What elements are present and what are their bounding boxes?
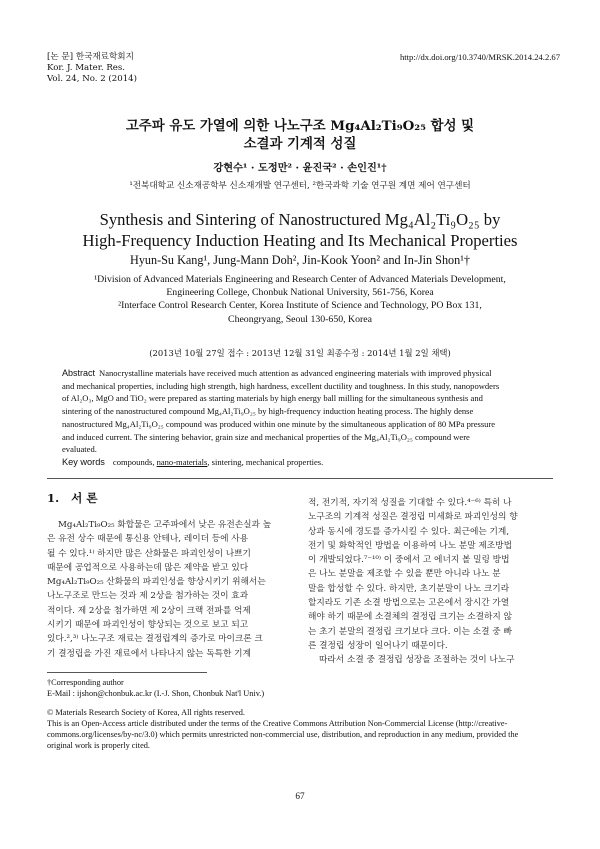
author-email[interactable]: E-Mail : ijshon@chonbuk.ac.kr (I.-J. Shon, Chonbuk Nat'l Univ.): [47, 689, 265, 698]
body-column-right: [308, 496, 553, 668]
body-line: 이 개발되었다.⁷⁻¹⁰⁾ 이 중에서 고 에너지 볼 밀링 방법: [308, 555, 510, 566]
journal-name-en: Kor. J. Mater. Res.: [47, 63, 126, 73]
journal-volume: Vol. 24, No. 2 (2014): [47, 74, 137, 84]
journal-name-kr: [논 문] 한국재료학회지: [47, 52, 134, 62]
footnotes: [47, 677, 553, 751]
keyword-text: compounds,: [112, 457, 157, 467]
body-line: 나노구조로 만드는 것과 제 2상을 첨가하는 것이 효과: [47, 591, 249, 602]
abstract-line: sintering of the nanostructured compound Mg₄Al₂Ti₉O₂₅ by high-frequency induction heating process. The highly dense: [62, 406, 474, 417]
body-line: 적이다. 제 2상을 첨가하면 제 2상이 크랙 전파를 억제: [47, 605, 251, 616]
keyword-underlined: nano-materials: [156, 457, 208, 467]
body-line: 있다.²,³⁾ 나노구조 재료는 결정립계의 증가로 마이크론 크: [47, 634, 263, 645]
journal-citation: [47, 52, 137, 85]
footnote-divider: [47, 672, 207, 673]
section-number: 1.: [47, 491, 60, 505]
license-line: This is an Open-Access article distributed under the terms of the Creative Commons Attribution Non-Commercial License (http://creative-: [47, 719, 508, 728]
body-line: 는 초기 분말의 결정립 크기보다 크다. 이는 소결 중 빠: [308, 626, 512, 637]
korean-title-line: 소결과 기계적 성질: [243, 136, 357, 152]
license-line: commons.org/licenses/by-nc/3.0) which permits unrestricted non-commercial use, distribution, and reproduction in any medium, provided the: [47, 730, 519, 739]
abstract-line: Nanocrystalline materials have received much attention as advanced engineering materials with improved physical: [99, 368, 492, 378]
license-line: original work is properly cited.: [47, 741, 150, 750]
korean-title: [40, 117, 560, 153]
section-heading: [47, 490, 98, 506]
body-line: 적, 전기적, 자기적 성질을 기대할 수 있다.⁴⁻⁶⁾ 특히 나: [308, 498, 512, 508]
page-number: 67: [295, 791, 305, 801]
section-title: 서 론: [71, 491, 98, 505]
abstract-line: of Al₂O₃, MgO and TiO₂ were prepared as starting materials by high energy ball milling for the simultaneous synthesis and: [62, 393, 483, 404]
korean-affiliation: ¹전북대학교 신소재공학부 신소재개발 연구센터, ²한국과학 기술 연구원 계면 제어 연구센터: [129, 181, 471, 191]
body-line: 될 수 있다.¹⁾ 하지만 많은 산화물은 파괴인성이 나쁘기: [47, 548, 251, 559]
footnote-spacer: [47, 699, 553, 707]
body-line: 말을 합성할 수 있다. 하지만, 초기분말이 나노 크기라: [308, 583, 510, 594]
corresponding-author: †Corresponding author: [47, 678, 124, 687]
abstract-line: nanostructured Mg₄Al₂Ti₉O₂₅ compound was produced within one minute by the simultaneous application of 80 MPa pressure: [62, 418, 496, 429]
affiliation-line: ¹Division of Advanced Materials Engineering and Research Center of Advanced Materials Development,: [94, 274, 506, 285]
doi-link[interactable]: http://dx.doi.org/10.3740/MRSK.2014.24.2.67: [399, 52, 560, 62]
affiliation-line: Cheongryang, Seoul 130-650, Korea: [228, 313, 372, 325]
keyword-text: , sintering, mechanical properties.: [207, 457, 324, 467]
english-title: [30, 209, 570, 251]
divider: [47, 478, 553, 479]
korean-authors: 강현수¹ · 도정만² · 윤진국² · 손인진¹†: [213, 162, 387, 174]
body-line: 할지라도 기존 소결 방법으로는 고온에서 장시간 가열: [308, 598, 510, 609]
body-line: 은 유전 상수 때문에 통신용 안테나, 레이더 등에 사용: [47, 534, 249, 545]
body-line: Mg₄Al₂Ti₉O₂₅ 화합물은 고주파에서 낮은 유전손실과 높: [58, 520, 272, 530]
keywords-label: Key words: [62, 457, 105, 467]
abstract-line: evaluated.: [62, 444, 97, 455]
abstract-label: Abstract: [62, 368, 96, 378]
body-line: 른 결정립 성장이 일어나기 때문이다.: [308, 640, 448, 651]
abstract: [62, 367, 538, 456]
abstract-line: and mechanical properties, including high strength, high hardness, excellent ductility and toughness. In this study, nanopowders: [62, 380, 500, 391]
body-column-left: [47, 518, 292, 661]
body-line: 은 나노 분말을 제조할 수 있을 뿐만 아니라 나노 분: [308, 569, 501, 580]
body-line: 따라서 소결 중 결정립 성장을 조절하는 것이 나노구: [319, 655, 515, 666]
abstract-line: and induced current. The sintering behavior, grain size and mechanical properties of the Mg₄Al₂Ti₉O₂₅ compound were: [62, 431, 470, 442]
english-title-line: High-Frequency Induction Heating and Its Mechanical Properties: [82, 231, 518, 250]
body-line: 해야 하기 때문에 소결체의 결정립 크기는 소결하지 않: [308, 612, 512, 623]
affiliation-line: Engineering College, Chonbuk National University, 561-756, Korea: [166, 287, 434, 299]
body-line: Mg₄Al₂Ti₉O₂₅ 산화물의 파괴인성을 향상시키기 위해서는: [47, 577, 266, 588]
submission-dates: (2013년 10월 27일 접수 : 2013년 12월 31일 최종수정 : 2014년 1월 2일 채택): [149, 348, 451, 358]
english-title-line: Synthesis and Sintering of Nanostructured Mg₄Al₂Ti₉O₂₅ by: [99, 210, 501, 229]
body-line: 기 결정립을 가진 재료에서 나타나지 않는 독특한 기계: [47, 648, 251, 659]
english-authors: Hyun-Su Kang¹, Jung-Mann Doh², Jin-Kook Yoon² and In-Jin Shon¹†: [130, 253, 470, 267]
body-line: 시키기 때문에 파괴인성이 향상되는 것으로 보고 되고: [47, 620, 249, 631]
english-affiliation: [60, 273, 540, 326]
korean-title-line: 고주파 유도 가열에 의한 나노구조 Mg₄Al₂Ti₉O₂₅ 합성 및: [125, 118, 475, 134]
keywords: [62, 457, 538, 467]
body-line: 노구조의 기계적 성질은 결정립 미세화로 파괴인성의 향: [308, 512, 518, 523]
affiliation-line: ²Interface Control Research Center, Korea Institute of Science and Technology, PO Box 131,: [118, 300, 482, 312]
body-line: 때문에 공업적으로 사용하는데 많은 제약을 받고 있다: [47, 562, 249, 573]
body-line: 상과 동시에 경도를 증가시킬 수 있다. 최근에는 기계,: [308, 526, 510, 537]
copyright-line: © Materials Research Society of Korea, All rights reserved.: [47, 708, 245, 717]
body-line: 전기 및 화학적인 방법을 이용하여 나노 분말 제조방법: [308, 540, 512, 551]
